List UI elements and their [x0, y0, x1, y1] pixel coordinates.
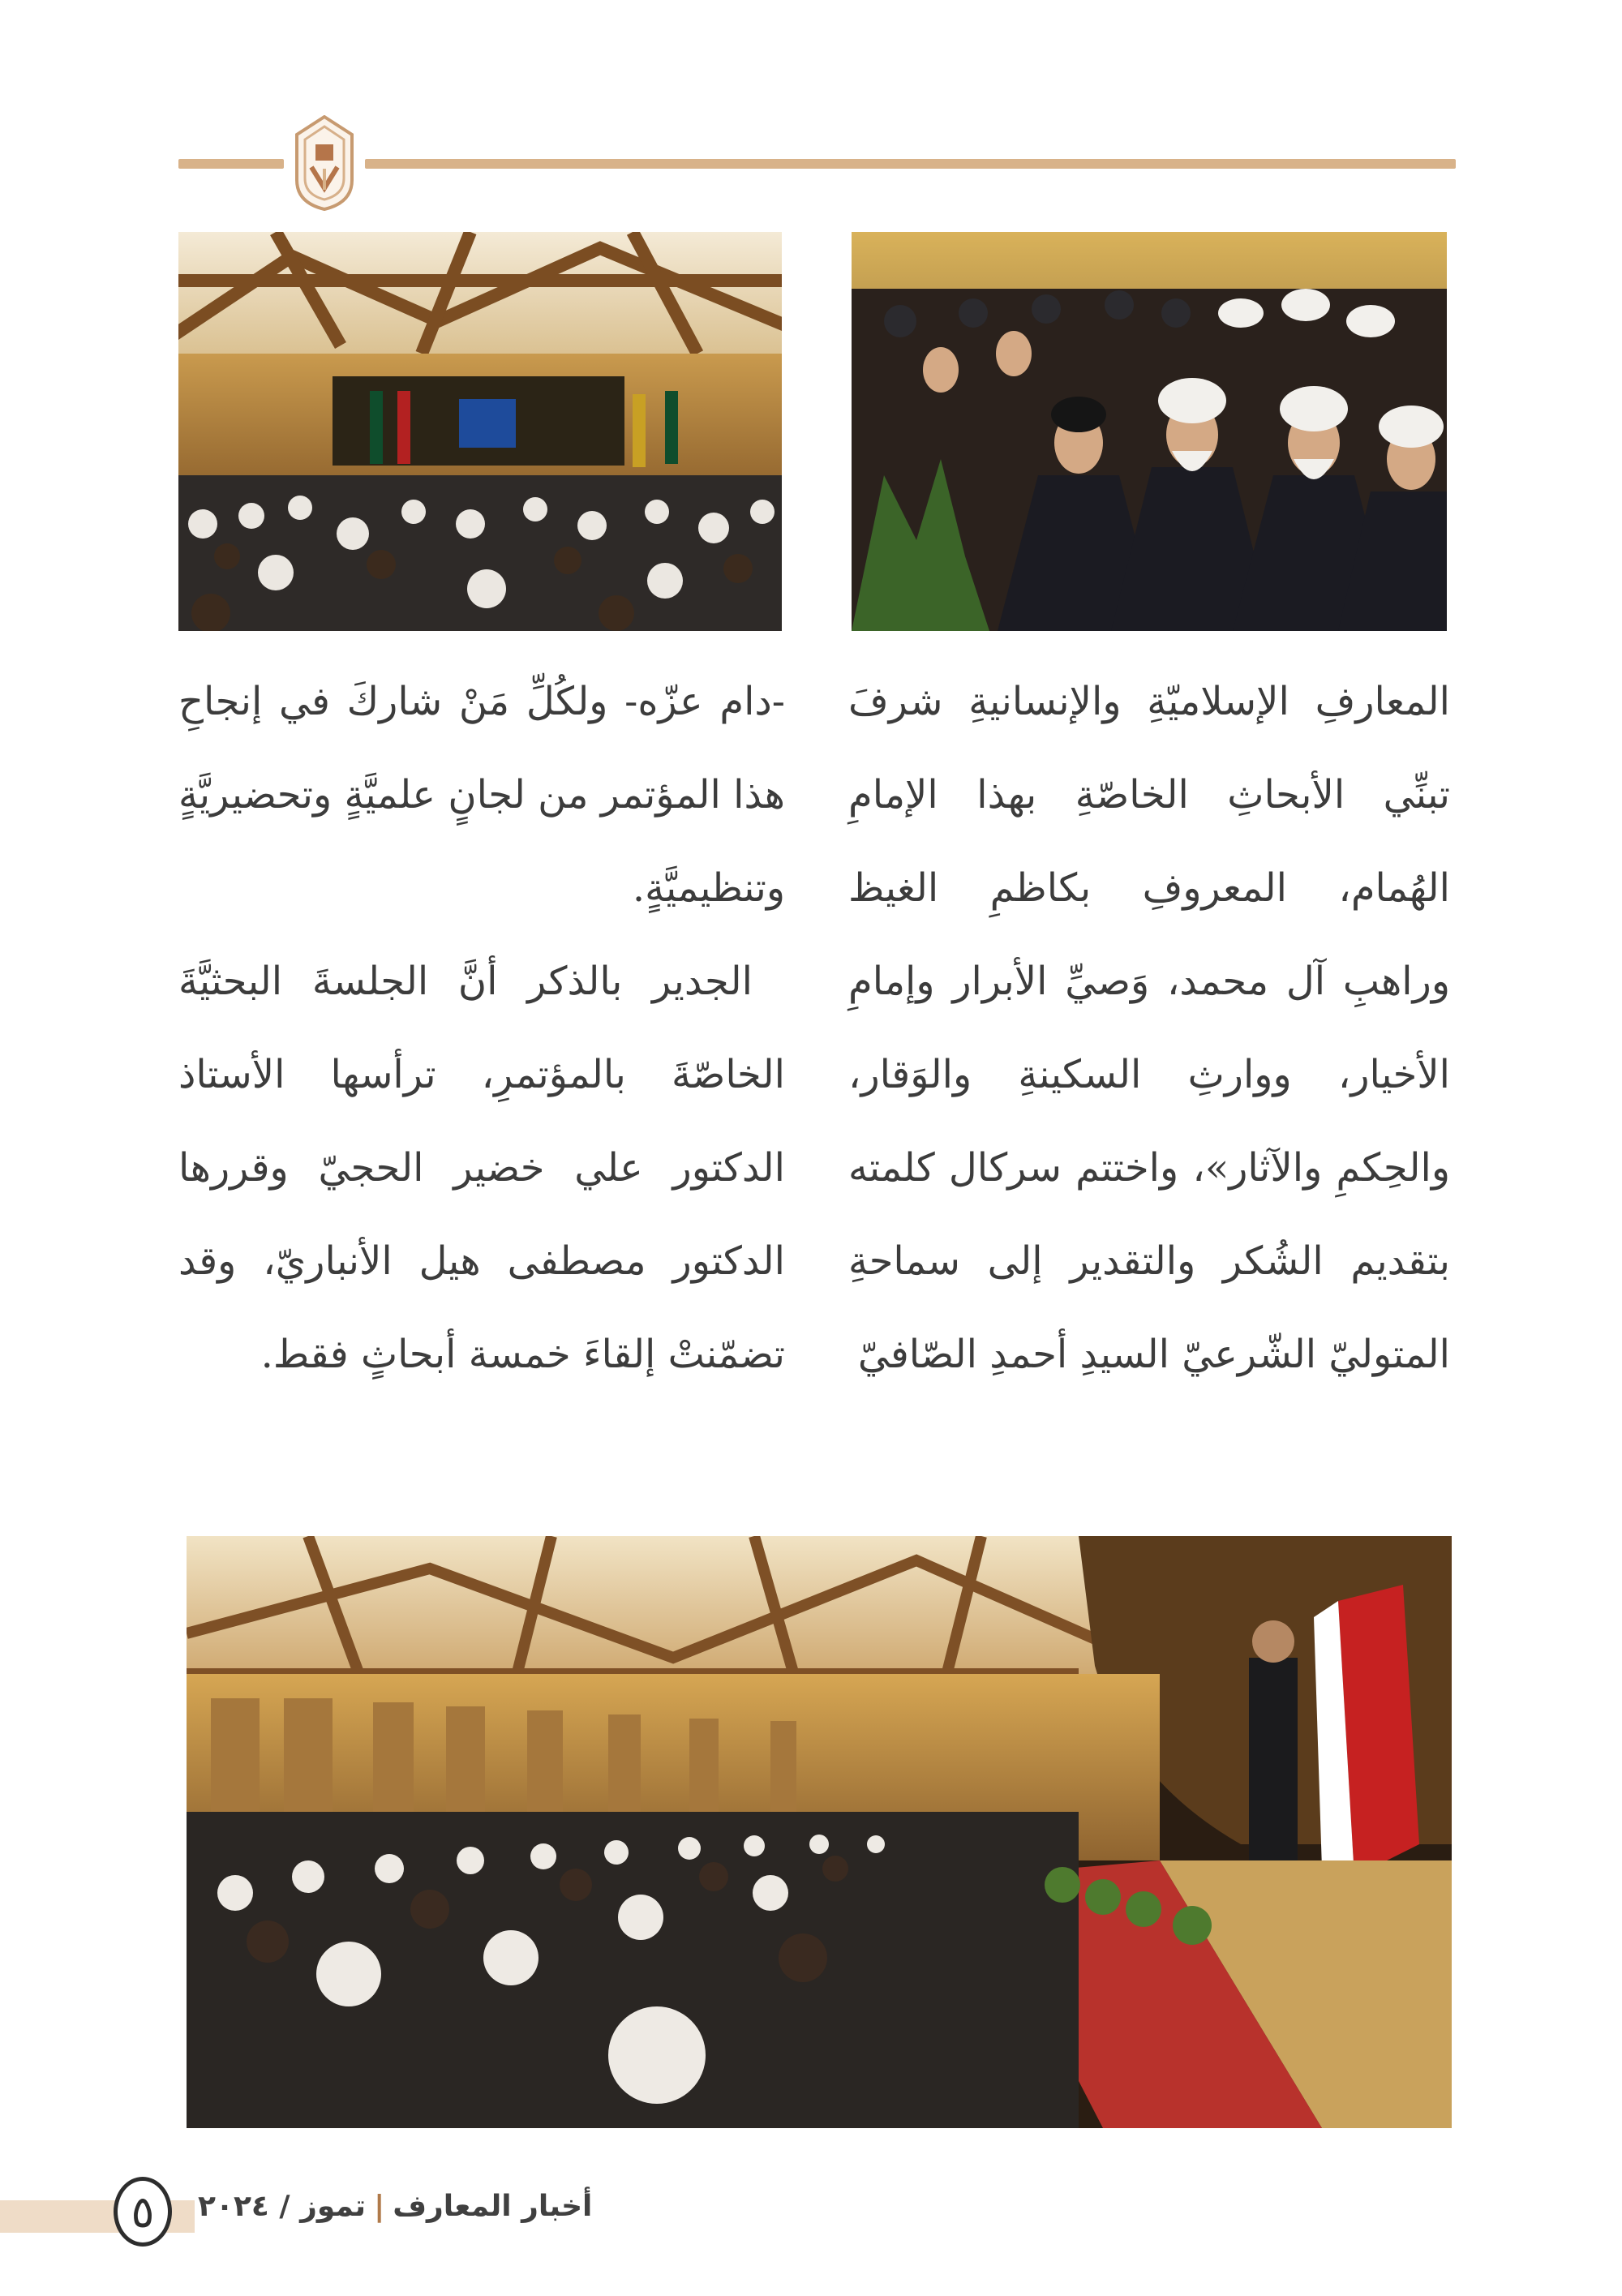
- header-rule-left: [178, 159, 284, 169]
- article-paragraph: المعارفِ الإسلاميّةِ والإنسانيةِ شرفَ تبنِّي الأبحاثِ الخاصّةِ بهذا الإمامِ الهُمام، المعروفِ بكاظمِ الغيظ وراهبِ آل محمد، وَصيِّ الأبرار وإمامِ الأخيار، ووارثِ السكينةِ والوَقار، والحِكمِ والآثار»، واختتم سركال كلمته بتقديم الشُكر والتقدير إلى سماحةِ المتوليّ الشّرعيّ السيدِ أحمدِ الصّافيّ: [848, 679, 1450, 1377]
- header-rule-right: [365, 159, 1456, 169]
- footer-publication: [198, 2190, 592, 2223]
- magazine-title: أخبار المعارف: [393, 2190, 593, 2223]
- article-paragraph: -دام عزّه- ولكُلِّ مَنْ شاركَ في إنجاحِ هذا المؤتمر من لجانٍ علميَّةٍ وتحضيريَّةٍ وتنظيميَّةٍ.: [178, 679, 785, 911]
- conference-hall-audience-photo: [187, 1536, 1452, 2128]
- article-right-column: [848, 655, 1450, 1401]
- footer-separator: |: [374, 2190, 385, 2223]
- article-left-column: [178, 655, 785, 1401]
- page-number: ٥: [114, 2177, 172, 2247]
- issue-date: تموز / ٢٠٢٤: [198, 2190, 367, 2223]
- institute-emblem-icon: [294, 115, 355, 211]
- seated-clerics-photo: [852, 232, 1447, 631]
- conference-hall-stage-photo: [178, 232, 782, 631]
- article-paragraph: الجدير بالذكر أنَّ الجلسةَ البحثيَّةَ الخاصّةَ بالمؤتمرِ، ترأسها الأستاذ الدكتور علي خضير الحجيّ وقررها الدكتور مصطفى هيل الأنباريّ، وقد تضمّنتْ إلقاءَ خمسة أبحاثٍ فقط.: [178, 959, 785, 1377]
